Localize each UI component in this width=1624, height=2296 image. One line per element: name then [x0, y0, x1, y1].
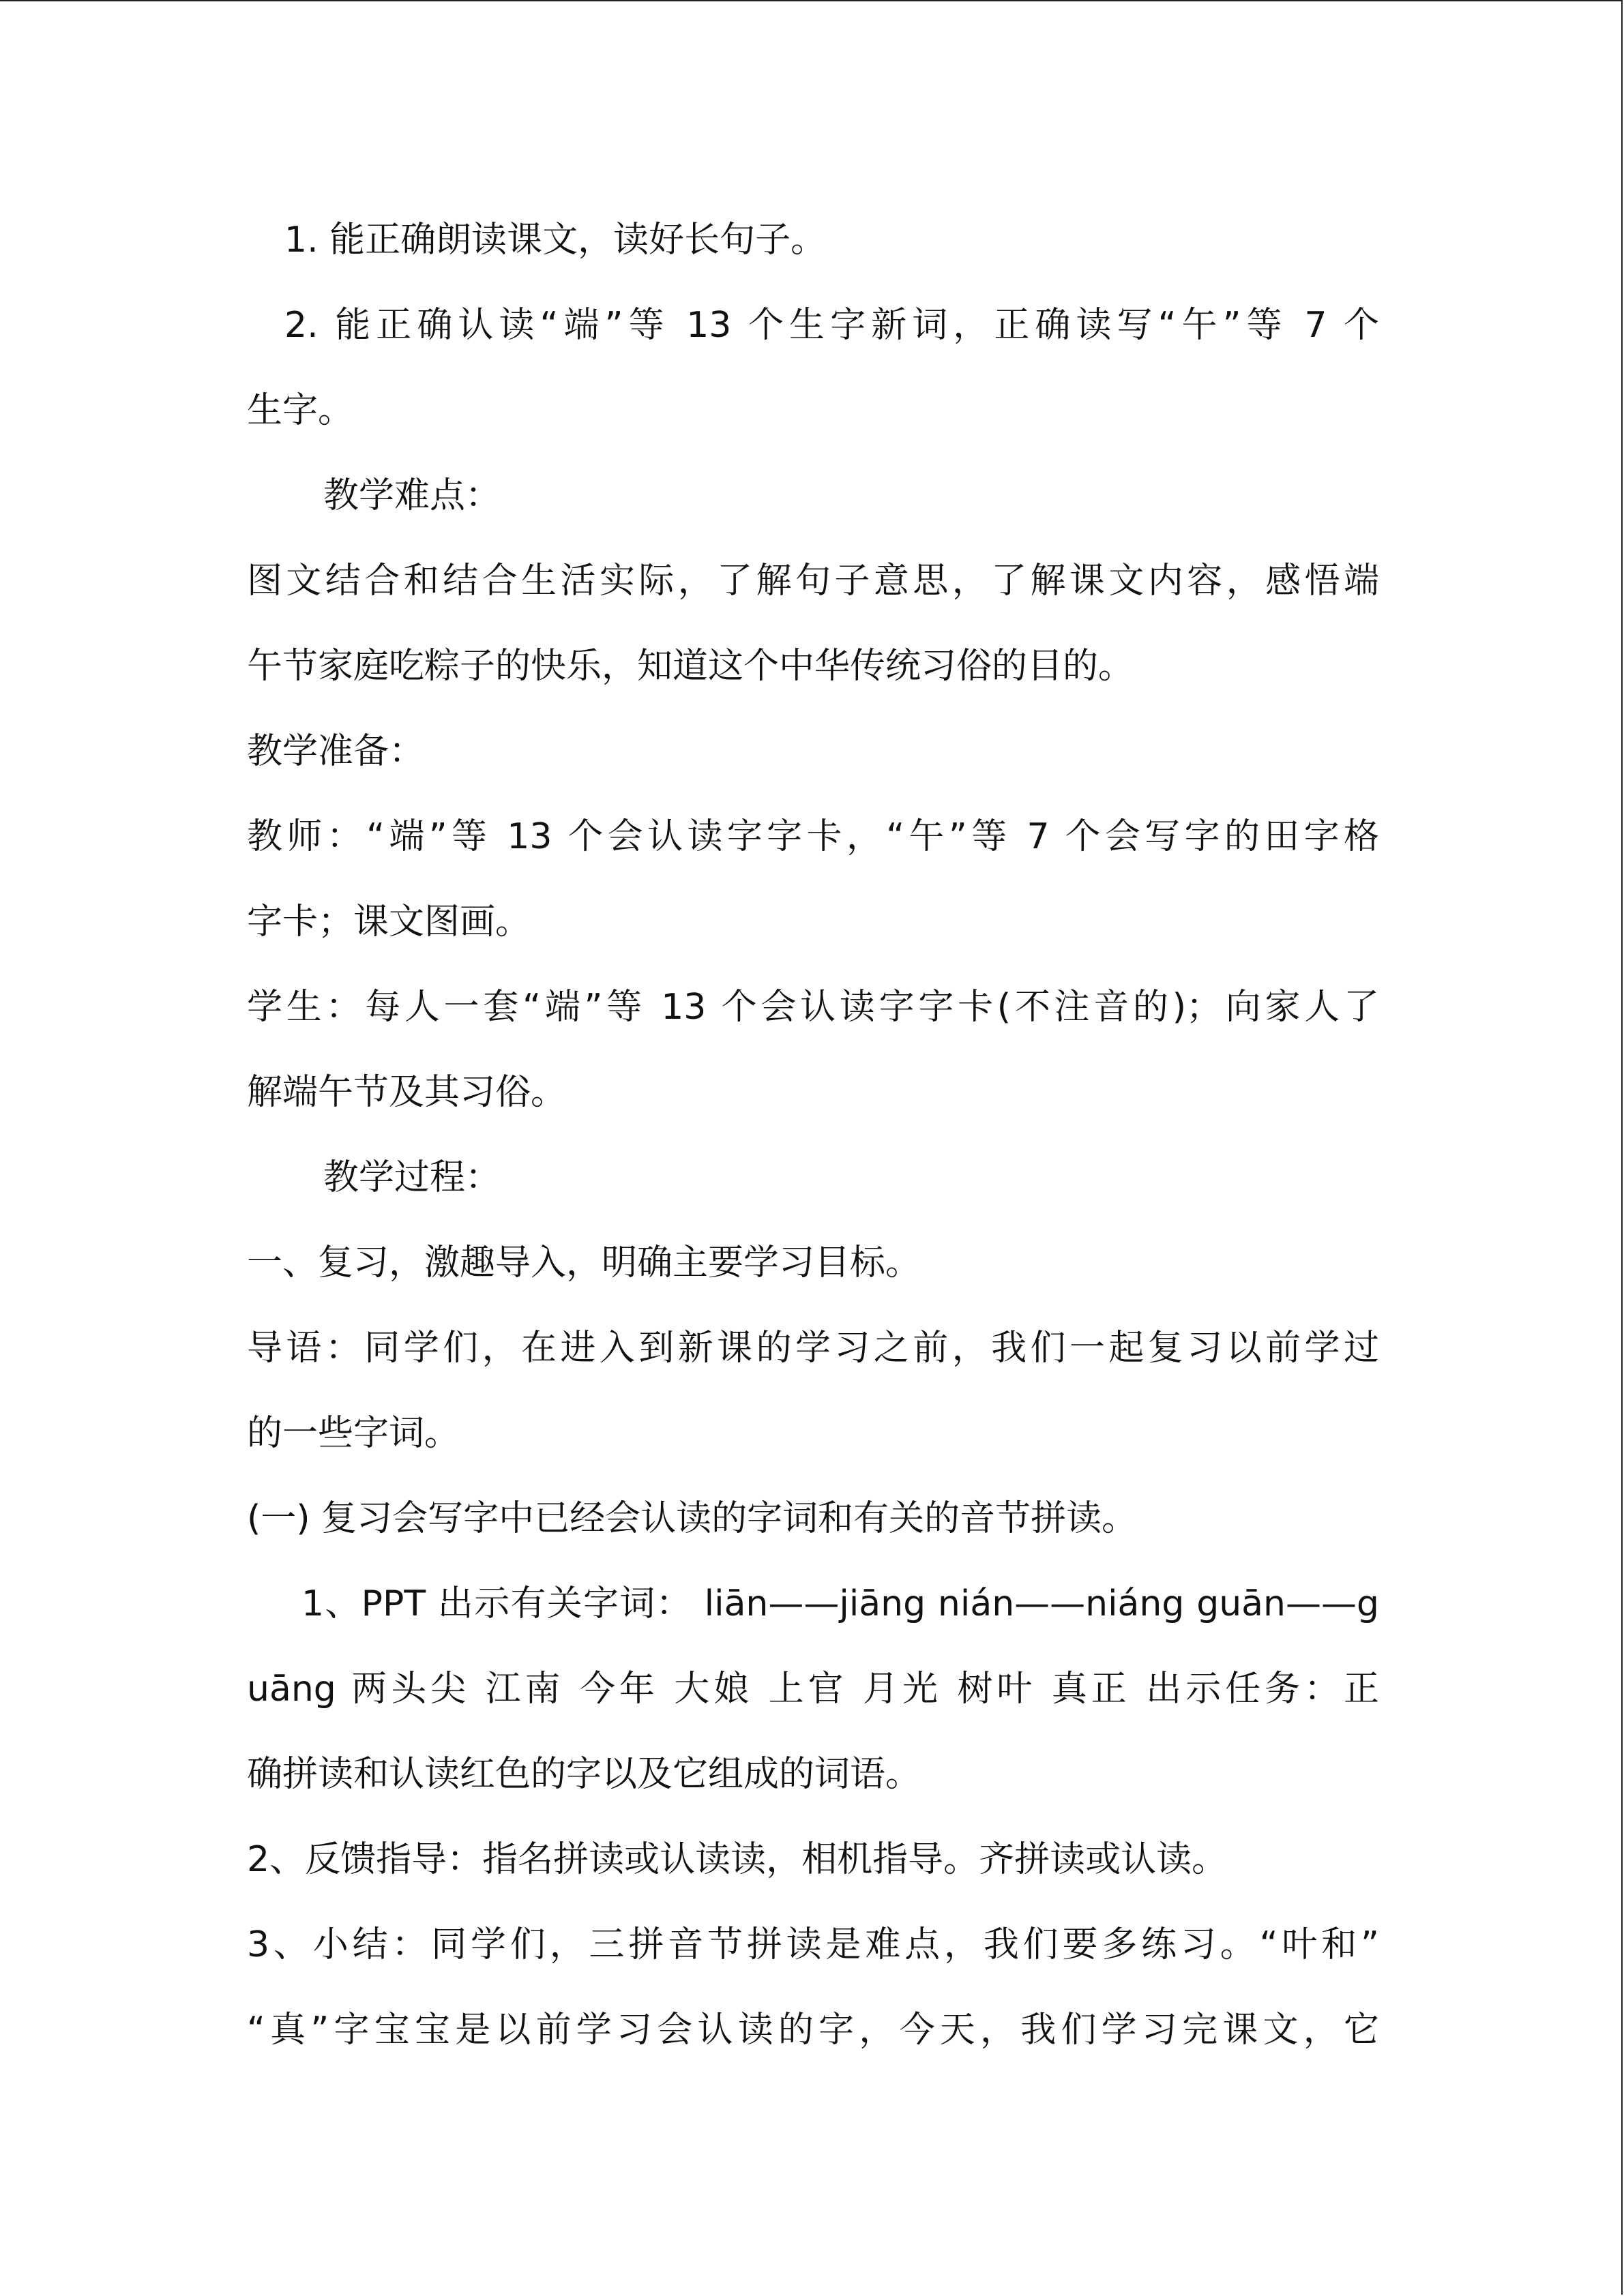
ppt-line-3: 确拼读和认读红色的字以及它组成的词语。 [247, 1754, 921, 1795]
intro-line-2: 的一些字词。 [247, 1413, 460, 1454]
intro-line-1: 导语：同学们，在进入到新课的学习之前，我们一起复习以前学过 [247, 1328, 1379, 1369]
ppt-line-1: 1、PPT 出示有关字词： liān——jiāng nián——niáng guān——g [301, 1583, 1379, 1624]
review-subheading: (一) 复习会写字中已经会认读的字词和有关的音节拼读。 [247, 1498, 1138, 1539]
summary-line-2: “真”字宝宝是以前学习会认读的字，今天，我们学习完课文，它 [247, 2010, 1379, 2051]
step-1-heading: 一、复习，激趣导入，明确主要学习目标。 [247, 1242, 921, 1283]
preparation-student-line-1: 学生：每人一套“端”等 13 个会认读字字卡(不注音的)；向家人了 [247, 987, 1379, 1028]
preparation-heading: 教学准备： [247, 731, 425, 772]
preparation-teacher-line-2: 字卡；课文图画。 [247, 901, 531, 942]
feedback-line: 2、反馈指导：指名拼读或认读读，相机指导。齐拼读或认读。 [247, 1839, 1228, 1880]
objective-2-line-1: 2. 能正确认读“端”等 13 个生字新词，正确读写“午”等 7 个 [284, 305, 1379, 346]
ppt-line-2: uāng 两头尖 江南 今年 大娘 上官 月光 树叶 真正 出示任务：正 [247, 1669, 1379, 1710]
process-heading: 教学过程： [323, 1157, 501, 1198]
objective-2-line-2: 生字。 [247, 390, 354, 431]
preparation-teacher-line-1: 教师：“端”等 13 个会认读字字卡，“午”等 7 个会写字的田字格 [247, 816, 1379, 857]
difficulty-line-1: 图文结合和结合生活实际，了解句子意思，了解课文内容，感悟端 [247, 561, 1379, 601]
difficulty-line-2: 午节家庭吃粽子的快乐，知道这个中华传统习俗的目的。 [247, 646, 1134, 687]
objective-1: 1. 能正确朗读课文，读好长句子。 [284, 220, 827, 260]
preparation-student-line-2: 解端午节及其习俗。 [247, 1072, 567, 1113]
summary-line-1: 3、小结：同学们，三拼音节拼读是难点，我们要多练习。“叶和” [247, 1924, 1379, 1965]
difficulty-heading: 教学难点： [323, 475, 501, 516]
